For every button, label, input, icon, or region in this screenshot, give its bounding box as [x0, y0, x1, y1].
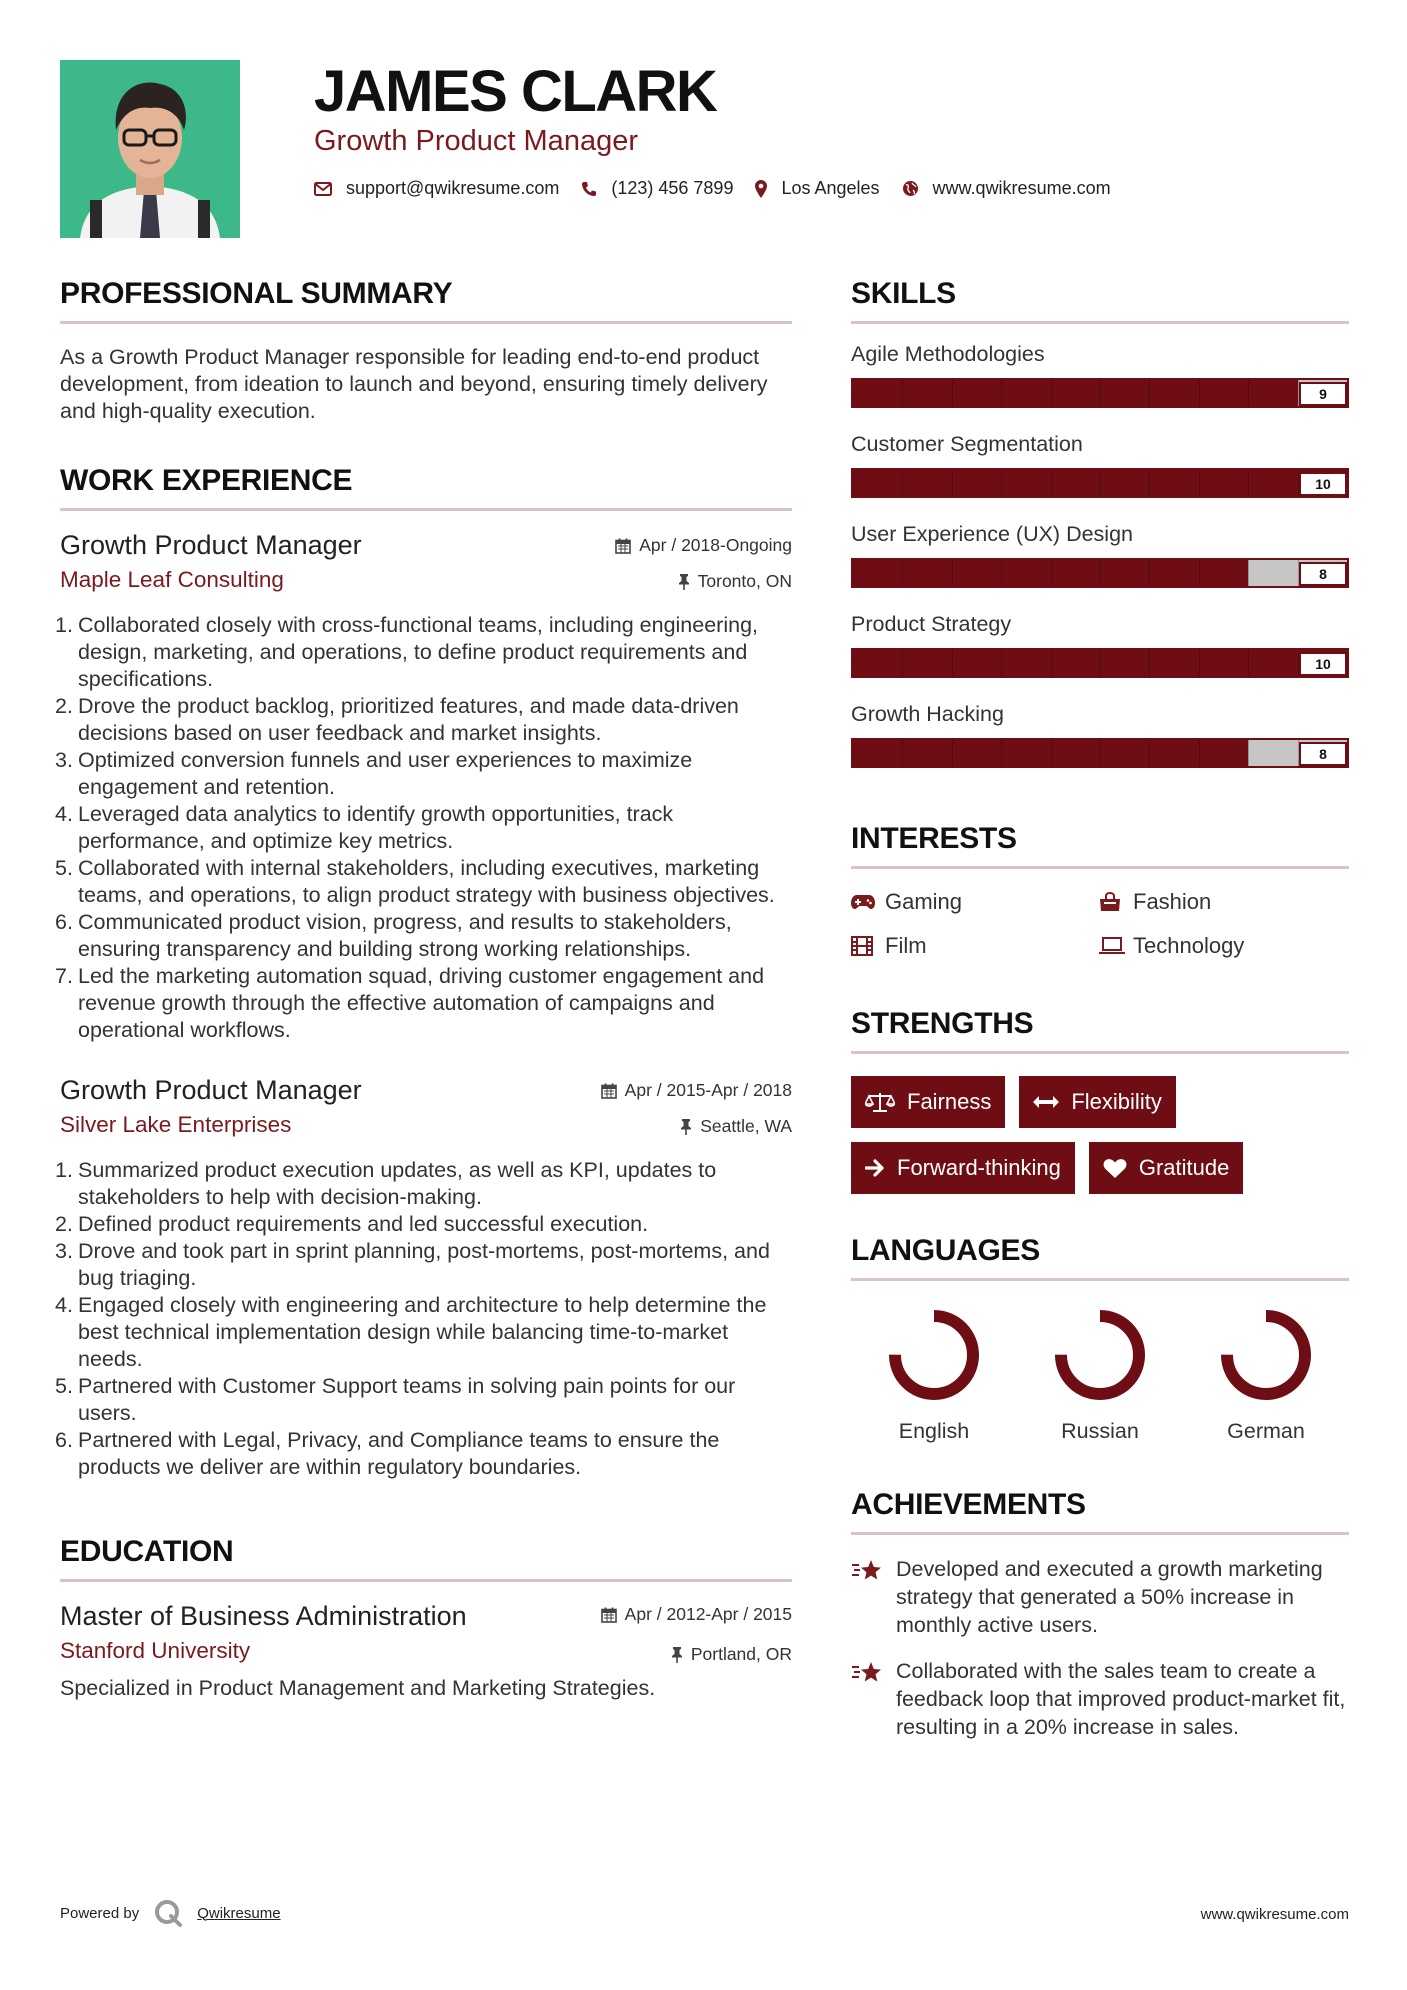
contact-bar	[314, 178, 1133, 199]
strengths-heading: STRENGTHS	[851, 1007, 1034, 1040]
skill-bar-segment	[1199, 380, 1200, 406]
summary-section	[60, 275, 792, 425]
gamepad-icon	[851, 894, 885, 910]
skill-bar-segment	[952, 560, 953, 586]
skill-bar-segment	[902, 560, 903, 586]
calendar-icon	[615, 538, 631, 554]
contact-website-text: www.qwikresume.com	[932, 178, 1111, 198]
job-location-text: Toronto, ON	[697, 571, 792, 591]
list-item: 6. Partnered with Legal, Privacy, and Compliance teams to ensure the products we deliver are within regulatory boundaries.	[55, 1428, 720, 1479]
skill-level-badge: 8	[1299, 562, 1347, 586]
interest-label: Technology	[1133, 933, 1245, 958]
job-bullets	[55, 612, 792, 1044]
language-item	[1017, 1309, 1183, 1444]
strength-chip	[851, 1142, 1075, 1194]
skill-level-badge: 9	[1299, 382, 1347, 406]
skill-bar-segment	[1051, 650, 1052, 676]
list-item: 4. Engaged closely with engineering and architecture to help determine the best technical implementation design while balancing time-to-market needs.	[55, 1293, 767, 1371]
skill-bar-segment	[1149, 740, 1150, 766]
strength-chip	[1089, 1142, 1244, 1194]
interest-item	[851, 889, 1099, 915]
skill-bar	[851, 558, 1349, 588]
skill-bar-segment	[1051, 740, 1052, 766]
job-location	[678, 571, 792, 592]
language-level-ring	[888, 1309, 980, 1401]
skill-bar	[851, 738, 1349, 768]
achievement-text: Developed and executed a growth marketing strategy that generated a 50% increase in monthly active users.	[896, 1557, 1323, 1637]
interests-section	[851, 820, 1349, 959]
skill-name: User Experience (UX) Design	[851, 522, 1133, 546]
language-label: German	[1227, 1419, 1305, 1443]
skill-bar-segment	[1248, 650, 1249, 676]
skill-bar	[851, 378, 1349, 408]
skill-bar-segment	[1100, 650, 1101, 676]
education-dates-text: Apr / 2012-Apr / 2015	[624, 1604, 792, 1624]
interest-item	[851, 933, 1099, 959]
interest-item	[1099, 889, 1349, 915]
arrow-right-icon	[865, 1159, 885, 1177]
list-item: 5. Collaborated with internal stakeholders, including executives, marketing teams, and operations, to align product strategy with business objectives.	[55, 856, 775, 907]
section-divider	[851, 1532, 1349, 1535]
section-divider	[851, 1051, 1349, 1054]
skill-level-badge: 10	[1299, 472, 1347, 496]
list-item: 1. Collaborated closely with cross-functional teams, including engineering, design, marketing, and operations, to define product requirements and specifications.	[55, 613, 759, 691]
skill-bar-segment	[1199, 650, 1200, 676]
achievements-heading: ACHIEVEMENTS	[851, 1488, 1086, 1521]
envelope-icon	[314, 182, 332, 196]
education-location	[671, 1644, 792, 1665]
job-title: Growth Product Manager	[60, 530, 362, 560]
skill-bar-segment	[1100, 470, 1101, 496]
strengths-section	[851, 1005, 1349, 1194]
job-entry	[55, 1074, 792, 1481]
education-heading: EDUCATION	[60, 1535, 234, 1568]
section-divider	[851, 321, 1349, 324]
calendar-icon	[601, 1083, 617, 1099]
languages-section	[851, 1232, 1349, 1444]
job-location-text: Seattle, WA	[700, 1116, 792, 1136]
calendar-icon	[601, 1607, 617, 1623]
strength-chip	[851, 1076, 1005, 1128]
skill-name: Agile Methodologies	[851, 342, 1045, 366]
skill-bar-segment	[1051, 380, 1052, 406]
job-dates-text: Apr / 2015-Apr / 2018	[624, 1080, 792, 1100]
skill-level-badge: 8	[1299, 742, 1347, 766]
list-item: 2. Defined product requirements and led successful execution.	[55, 1212, 649, 1236]
pushpin-icon	[680, 1119, 692, 1135]
skill-bar-segment	[952, 650, 953, 676]
skill-bar-segment	[1100, 740, 1101, 766]
section-divider	[851, 1278, 1349, 1281]
strength-label: Flexibility	[1071, 1089, 1162, 1114]
skills-heading: SKILLS	[851, 277, 956, 310]
skill-bar-segment	[1149, 560, 1150, 586]
skill-bar-segment	[1199, 740, 1200, 766]
qwikresume-link[interactable]: Qwikresume	[197, 1904, 281, 1922]
education-location-text: Portland, OR	[690, 1644, 792, 1664]
skill-bar-segment	[1199, 560, 1200, 586]
job-dates	[601, 1080, 792, 1101]
skill-bar-segment	[1100, 380, 1101, 406]
contact-email-text: support@qwikresume.com	[346, 178, 560, 198]
heart-icon	[1103, 1158, 1127, 1179]
skill-bar-segment	[1051, 560, 1052, 586]
job-location	[680, 1116, 792, 1137]
skill-bar-segment	[902, 740, 903, 766]
skill-name: Growth Hacking	[851, 702, 1004, 726]
education-entry	[60, 1600, 792, 1702]
skill-bar-segment	[902, 470, 903, 496]
language-item	[851, 1309, 1017, 1444]
section-divider	[851, 866, 1349, 869]
language-item	[1183, 1309, 1349, 1444]
profile-photo	[60, 60, 240, 238]
interest-label: Gaming	[885, 889, 963, 914]
interest-label: Film	[885, 933, 927, 958]
skill-bar-segment	[1248, 740, 1249, 766]
list-item: 4. Leveraged data analytics to identify growth opportunities, track performance, and optimize key metrics.	[55, 802, 674, 853]
skill-bar-segment	[952, 470, 953, 496]
language-label: Russian	[1061, 1419, 1139, 1443]
strengths-list	[851, 1076, 1349, 1194]
arrows-horizontal-icon	[1033, 1095, 1059, 1109]
language-label: English	[898, 1419, 970, 1443]
skill-bar-segment	[1100, 560, 1101, 586]
list-item: 3. Optimized conversion funnels and user experiences to maximize engagement and retention.	[55, 748, 693, 799]
skill-bar-segment	[1001, 380, 1002, 406]
skill-bar-segment	[1001, 650, 1002, 676]
language-level-ring	[1220, 1309, 1312, 1401]
contact-phone-text: (123) 456 7899	[611, 178, 734, 198]
contact-website[interactable]	[902, 178, 1111, 199]
skill-bar-segment	[1001, 560, 1002, 586]
summary-text: As a Growth Product Manager responsible for leading end-to-end product development, from ideation to launch and beyond, ensuring timely delivery and high-quality execution.	[60, 345, 768, 423]
shooting-star-icon	[851, 1657, 896, 1741]
contact-email[interactable]	[314, 178, 559, 199]
skill-name: Product Strategy	[851, 612, 1012, 636]
experience-heading: WORK EXPERIENCE	[60, 464, 353, 497]
skill-level-badge: 10	[1299, 652, 1347, 676]
strength-chip	[1019, 1076, 1175, 1128]
achievement-text: Collaborated with the sales team to create a feedback loop that improved product-market fit, resulting in a 20% increase in sales.	[896, 1659, 1346, 1739]
job-dates	[615, 535, 792, 556]
list-item: 7. Led the marketing automation squad, driving customer engagement and revenue growth through the effective automation of campaigns and operational workflows.	[55, 964, 765, 1042]
language-level-ring	[1054, 1309, 1146, 1401]
strength-label: Gratitude	[1138, 1155, 1230, 1180]
skill-bar-segment	[1051, 470, 1052, 496]
skill-item	[851, 610, 1349, 678]
interests-list	[851, 889, 1349, 959]
job-dates-text: Apr / 2018-Ongoing	[639, 535, 792, 555]
skill-item	[851, 430, 1349, 498]
job-company: Silver Lake Enterprises	[60, 1112, 292, 1137]
achievements-section	[851, 1486, 1349, 1741]
skill-bar-segment	[902, 650, 903, 676]
skill-bar-segment	[1001, 470, 1002, 496]
shooting-star-icon	[851, 1555, 896, 1639]
list-item: 6. Communicated product vision, progress, and results to stakeholders, ensuring transparency and building strong working relationships.	[55, 910, 732, 961]
skill-bar-fill	[853, 380, 1298, 406]
list-item: 5. Partnered with Customer Support teams in solving pain points for our users.	[55, 1374, 736, 1425]
skill-bar-segment	[902, 380, 903, 406]
education-school: Stanford University	[60, 1638, 251, 1663]
balance-scale-icon	[865, 1091, 895, 1113]
interest-label: Fashion	[1133, 889, 1212, 914]
qwikresume-logo-icon	[153, 1898, 183, 1928]
shopping-bag-icon	[1099, 892, 1133, 912]
job-entry	[55, 529, 792, 1044]
skill-item	[851, 700, 1349, 768]
right-column	[851, 275, 1349, 1741]
map-pin-icon	[755, 180, 767, 198]
summary-heading: PROFESSIONAL SUMMARY	[60, 277, 453, 310]
education-dates	[601, 1604, 792, 1625]
job-bullets	[55, 1157, 792, 1481]
skills-section	[851, 275, 1349, 768]
languages-list	[851, 1309, 1349, 1444]
skill-item	[851, 520, 1349, 588]
film-icon	[851, 936, 885, 956]
education-description: Specialized in Product Management and Marketing Strategies.	[60, 1676, 656, 1700]
powered-by-label: Powered by	[60, 1904, 140, 1922]
skill-bar-segment	[1149, 470, 1150, 496]
candidate-name: JAMES CLARK	[314, 59, 717, 124]
skill-bar-segment	[952, 740, 953, 766]
skill-item	[851, 340, 1349, 408]
pushpin-icon	[671, 1647, 683, 1663]
skill-bar-segment	[1248, 470, 1249, 496]
interest-item	[1099, 933, 1349, 959]
job-company: Maple Leaf Consulting	[60, 567, 284, 592]
languages-heading: LANGUAGES	[851, 1234, 1040, 1267]
section-divider	[60, 321, 792, 324]
list-item: 2. Drove the product backlog, prioritized features, and made data-driven decisions based on user feedback and market insights.	[55, 694, 739, 745]
list-item: 1. Summarized product execution updates, as well as KPI, updates to stakeholders to help with decision-making.	[55, 1158, 717, 1209]
skill-bar-segment	[1248, 380, 1249, 406]
experience-section	[55, 462, 792, 1481]
achievement-item	[851, 1555, 1349, 1639]
skill-bar-segment	[1001, 740, 1002, 766]
skill-bar	[851, 468, 1349, 498]
skill-bar	[851, 648, 1349, 678]
skills-list	[851, 340, 1349, 768]
contact-phone[interactable]	[581, 178, 733, 199]
skill-bar-segment	[1149, 650, 1150, 676]
skill-bar-segment	[1149, 380, 1150, 406]
skill-name: Customer Segmentation	[851, 432, 1083, 456]
skill-bar-segment	[952, 380, 953, 406]
candidate-title: Growth Product Manager	[314, 125, 638, 157]
job-title: Growth Product Manager	[60, 1075, 362, 1105]
section-divider	[60, 508, 792, 511]
education-degree: Master of Business Administration	[60, 1601, 467, 1631]
footer-powered-by	[60, 1898, 281, 1928]
contact-location-text: Los Angeles	[781, 178, 880, 198]
left-column	[55, 275, 792, 1702]
globe-icon	[902, 180, 919, 197]
skill-bar-segment	[1248, 560, 1249, 586]
phone-icon	[581, 181, 597, 197]
list-item: 3. Drove and took part in sprint planning, post-mortems, post-mortems, and bug triaging.	[55, 1239, 770, 1290]
laptop-icon	[1099, 937, 1133, 955]
footer-website[interactable]: www.qwikresume.com	[1200, 1906, 1349, 1923]
strength-label: Forward-thinking	[897, 1155, 1061, 1180]
contact-location	[755, 178, 879, 199]
education-section	[60, 1533, 792, 1702]
strength-label: Fairness	[907, 1089, 992, 1114]
interests-heading: INTERESTS	[851, 822, 1017, 855]
pushpin-icon	[678, 574, 690, 590]
skill-bar-segment	[1199, 470, 1200, 496]
achievement-item	[851, 1657, 1349, 1741]
section-divider	[60, 1579, 792, 1582]
